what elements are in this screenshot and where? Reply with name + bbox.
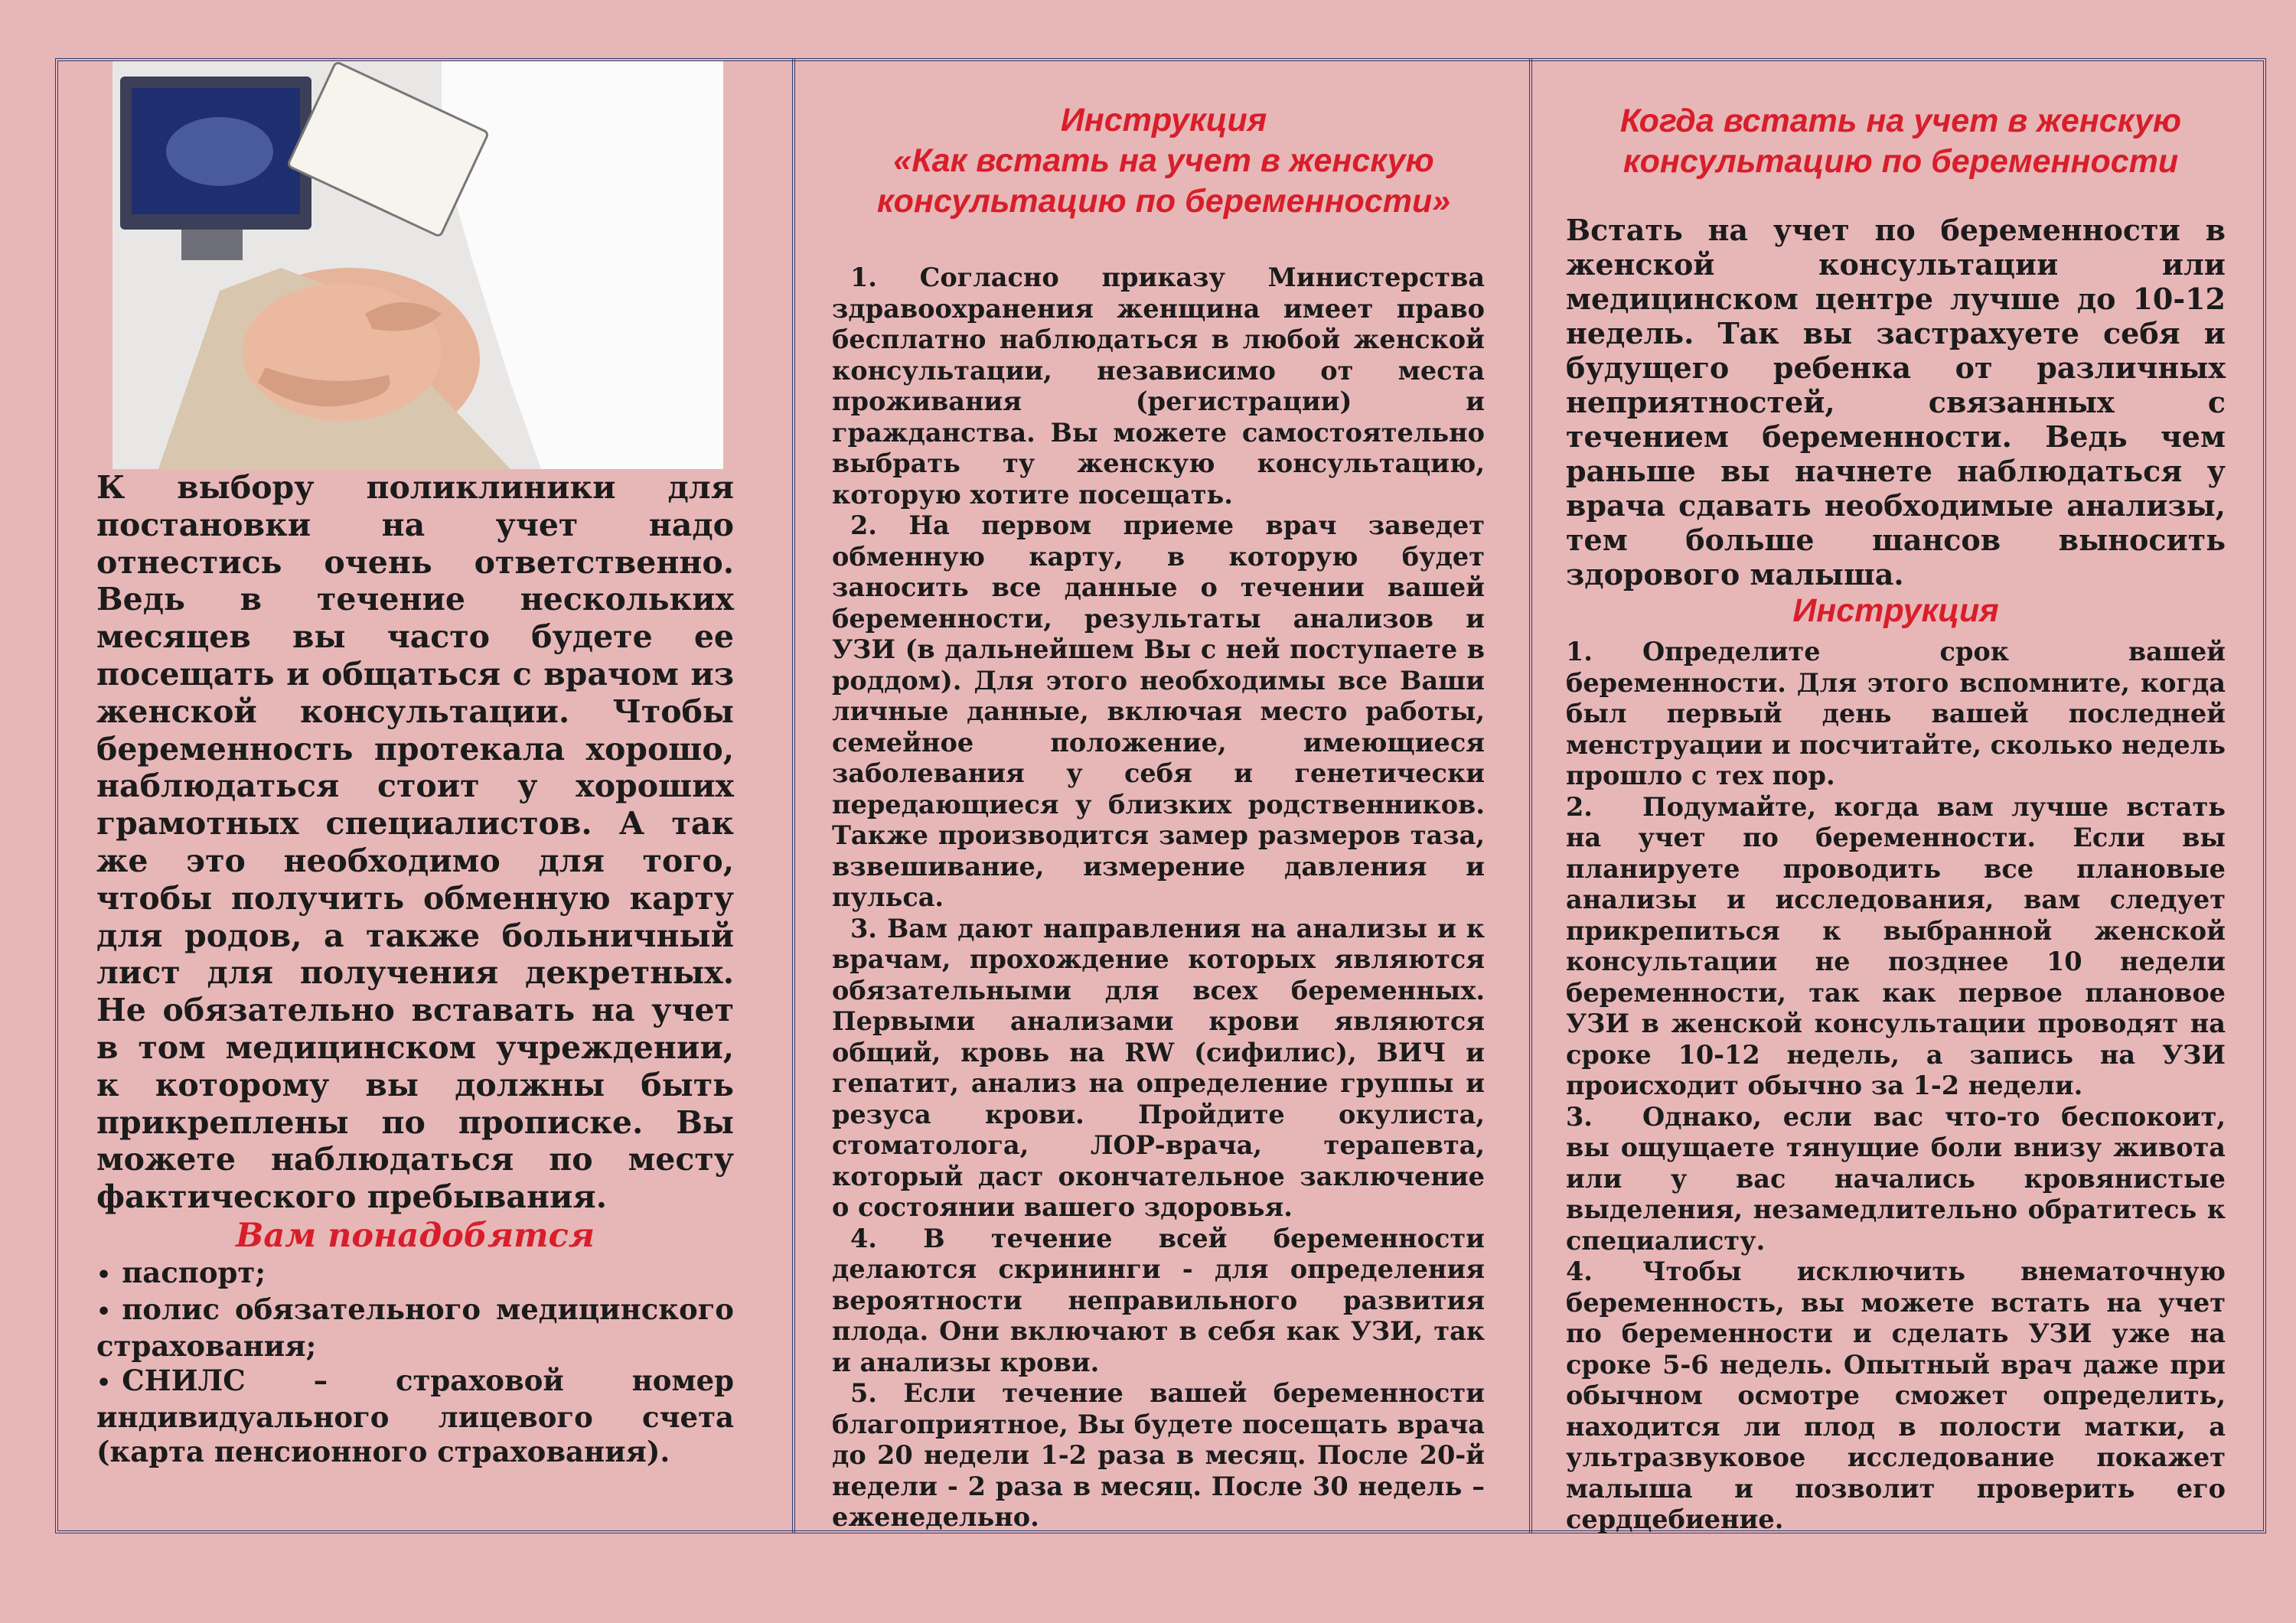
instruction-item: 5. Если течение вашей беременности благоприятное, Вы будете посещать врача до 20 недели 1-2 раза в месяц. После 20-й недели - 2 раза в месяц. После 30 недель – еженедельно. bbox=[832, 1378, 1485, 1532]
step-item: 3. Однако, если вас что-то беспокоит, вы ощущаете тянущие боли внизу живота или у вас начались кровянистые выделения, незамедлительно обратитесь к специалисту. bbox=[1566, 1101, 2226, 1256]
needs-item: • СНИЛС – страховой номер индивидуального лицевого счета (карта пенсионного страхования). bbox=[96, 1363, 734, 1468]
when-intro: Встать на учет по беременности в женской консультации или медицинском центре лучше до 10-12 недель. Так вы застрахуете себя и будущего ребенка от различных неприятностей, связанных с течением беременности. Ведь чем раньше вы начнете наблюдаться у врача сдавать необходимые анализы, тем больше шансов выносить здорового малыша. Инструкция bbox=[1566, 213, 2226, 629]
instruction-title: Инструкция «Как встать на учет в женскую консультацию по беременности» bbox=[876, 102, 1451, 220]
pregnant-woman-doctor-photo bbox=[113, 61, 723, 469]
bullet-icon: • bbox=[96, 1369, 112, 1396]
needs-title: Вам понадобятся bbox=[236, 1216, 595, 1255]
instruction-item: 1. Согласно приказу Министерства здравоохранения женщина имеет право бесплатно наблюдаться в любой женской консультации, независимо от места проживания (регистрации) и гражданства. Вы можете самостоятельно выбрать ту женскую консультацию, которую хотите посещать. bbox=[832, 262, 1485, 510]
instruction-body bbox=[832, 262, 1485, 1533]
step-item: 1. Определите срок вашей беременности. Для этого вспомните, когда был первый день вашей последней менструации и посчитайте, сколько недель прошло с тех пор. bbox=[1566, 637, 2226, 790]
needs-item: • паспорт; bbox=[96, 1255, 266, 1289]
steps-list bbox=[1566, 637, 2226, 1536]
instruction-subtitle: Инструкция bbox=[1792, 592, 1999, 629]
column-1-text bbox=[96, 469, 734, 1469]
when-title: Когда встать на учет в женскую консультацию по беременности bbox=[1619, 103, 2182, 180]
column-3 bbox=[1529, 58, 2266, 1533]
intro-paragraph: К выбору поликлиники для постановки на учет надо отнестись очень ответственно. Ведь в течение нескольких месяцев вы часто будете ее посещать и общаться с врачом из женской консультации. Чтобы беременность протекала хорошо, наблюдаться стоит у хороших грамотных специалистов. А так же это необходимо для того, чтобы получить обменную карту для родов, а также больничный лист для получения декретных. Не обязательно вставать на учет в том медицинском учреждении, к которому вы должны быть прикреплены по прописке. Вы можете наблюдаться по месту фактического пребывания. bbox=[96, 469, 734, 1216]
instruction-item: 3. Вам дают направления на анализы и к врачам, прохождение которых являются обязательными для всех беременных. Первыми анализами крови являются общий, кровь на RW (сифилис), ВИЧ и гепатит, анализ на определение группы и резуса крови. Пройдите окулиста, стоматолога, ЛОР-врача, терапевта, который даст окончательное заключение о состоянии вашего здоровья. bbox=[832, 913, 1485, 1222]
bullet-icon: • bbox=[96, 1261, 112, 1289]
needs-list bbox=[96, 1256, 734, 1469]
needs-item: • полис обязательного медицинского страхования; bbox=[96, 1292, 734, 1363]
bullet-icon: • bbox=[96, 1298, 112, 1325]
instruction-item: 2. На первом приеме врач заведет обменную карту, в которую будет заносить все данные о течении вашей беременности, результаты анализов и УЗИ (в дальнейшем Вы с ней поступаете в роддом). Для этого необходимы все Ваши личные данные, включая место работы, семейное положение, имеющиеся заболевания у себя и генетически передающиеся у близких родственников. Также производится замер размеров таза, взвешивание, измерение давления и пульса. bbox=[832, 510, 1485, 912]
instruction-item: 4. В течение всей беременности делаются скрининги - для определения вероятности неправильного развития плода. Они включают в себя как УЗИ, так и анализы крови. bbox=[832, 1223, 1485, 1377]
column-2 bbox=[792, 58, 1529, 1533]
step-item: 4. Чтобы исключить внематочную беременность, вы можете встать на учет по беременности и сделать УЗИ уже на сроке 5-6 недель. Опытный врач даже при обычном осмотре сможет определить, находится ли плод в полости матки, а ультразвуковое исследование покажет малыша и позволит проверить его сердцебиение. bbox=[1566, 1256, 2226, 1534]
column-1 bbox=[55, 58, 792, 1533]
step-item: 2. Подумайте, когда вам лучше встать на учет по беременности. Если вы планируете проводить все плановые анализы и исследования, вам следует прикрепиться к выбранной женской консультации не позднее 10 недели беременности, так как первое плановое УЗИ в женской консультации проводят на сроке 10-12 недель, а запись на УЗИ происходит обычно за 1-2 недели. bbox=[1566, 791, 2226, 1100]
